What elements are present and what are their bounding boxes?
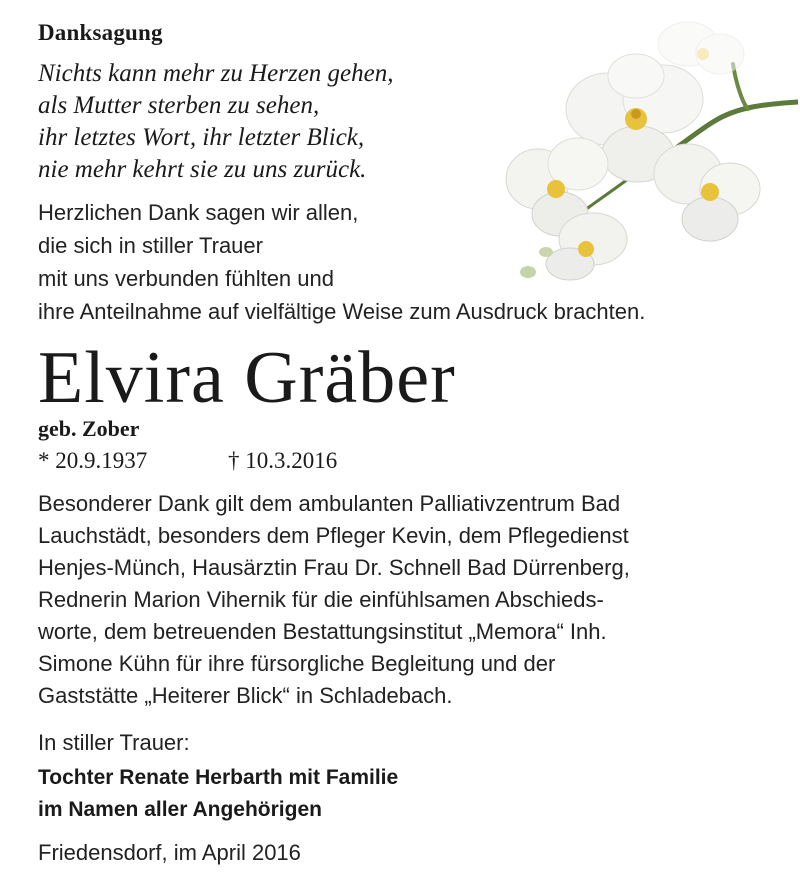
thanks-paragraph [38,196,645,328]
special-thanks-paragraph [38,488,778,712]
poem-line: ihr letztes Wort, ihr letzter Blick, [38,124,365,151]
death-date: † 10.3.2016 [228,448,338,473]
mourners-line: Tochter Renate Herbarth mit Familie [38,766,399,789]
birth-date: * 20.9.1937 [38,448,148,473]
thanks-line: Herzlichen Dank sagen wir allen, [38,200,359,225]
mourners [38,762,398,826]
special-thanks-line: Henjes-Münch, Hausärztin Frau Dr. Schnell Bad Dürrenberg, [38,555,630,580]
special-thanks-line: worte, dem betreuenden Bestattungsinstitut „Memora“ Inh. [38,619,607,644]
maiden-name: geb. Zober [38,416,140,441]
poem-verse [38,58,394,186]
life-dates [38,448,337,474]
poem-line: als Mutter sterben zu sehen, [38,92,320,119]
special-thanks-line: Lauchstädt, besonders dem Pfleger Kevin, dem Pflegedienst [38,523,629,548]
thanks-line: ihre Anteilnahme auf vielfältige Weise zum Ausdruck brachten. [38,299,646,324]
mourners-line: im Namen aller Angehörigen [38,798,322,821]
heading-danksagung: Danksagung [38,20,163,45]
thanks-line: mit uns verbunden fühlten und [38,266,334,291]
special-thanks-line: Simone Kühn für ihre fürsorgliche Begleitung und der [38,651,556,676]
deceased-name: Elvira Gräber [38,337,456,419]
special-thanks-line: Besonderer Dank gilt dem ambulanten Palliativzentrum Bad [38,491,621,516]
poem-line: Nichts kann mehr zu Herzen gehen, [38,60,394,87]
place-date: Friedensdorf, im April 2016 [38,840,301,865]
thanks-line: die sich in stiller Trauer [38,233,263,258]
special-thanks-line: Gaststätte „Heiterer Blick“ in Schladebach. [38,683,453,708]
special-thanks-line: Rednerin Marion Vihernik für die einfühlsamen Abschieds- [38,587,604,612]
poem-line: nie mehr kehrt sie zu uns zurück. [38,156,367,183]
mourning-intro: In stiller Trauer: [38,730,190,755]
